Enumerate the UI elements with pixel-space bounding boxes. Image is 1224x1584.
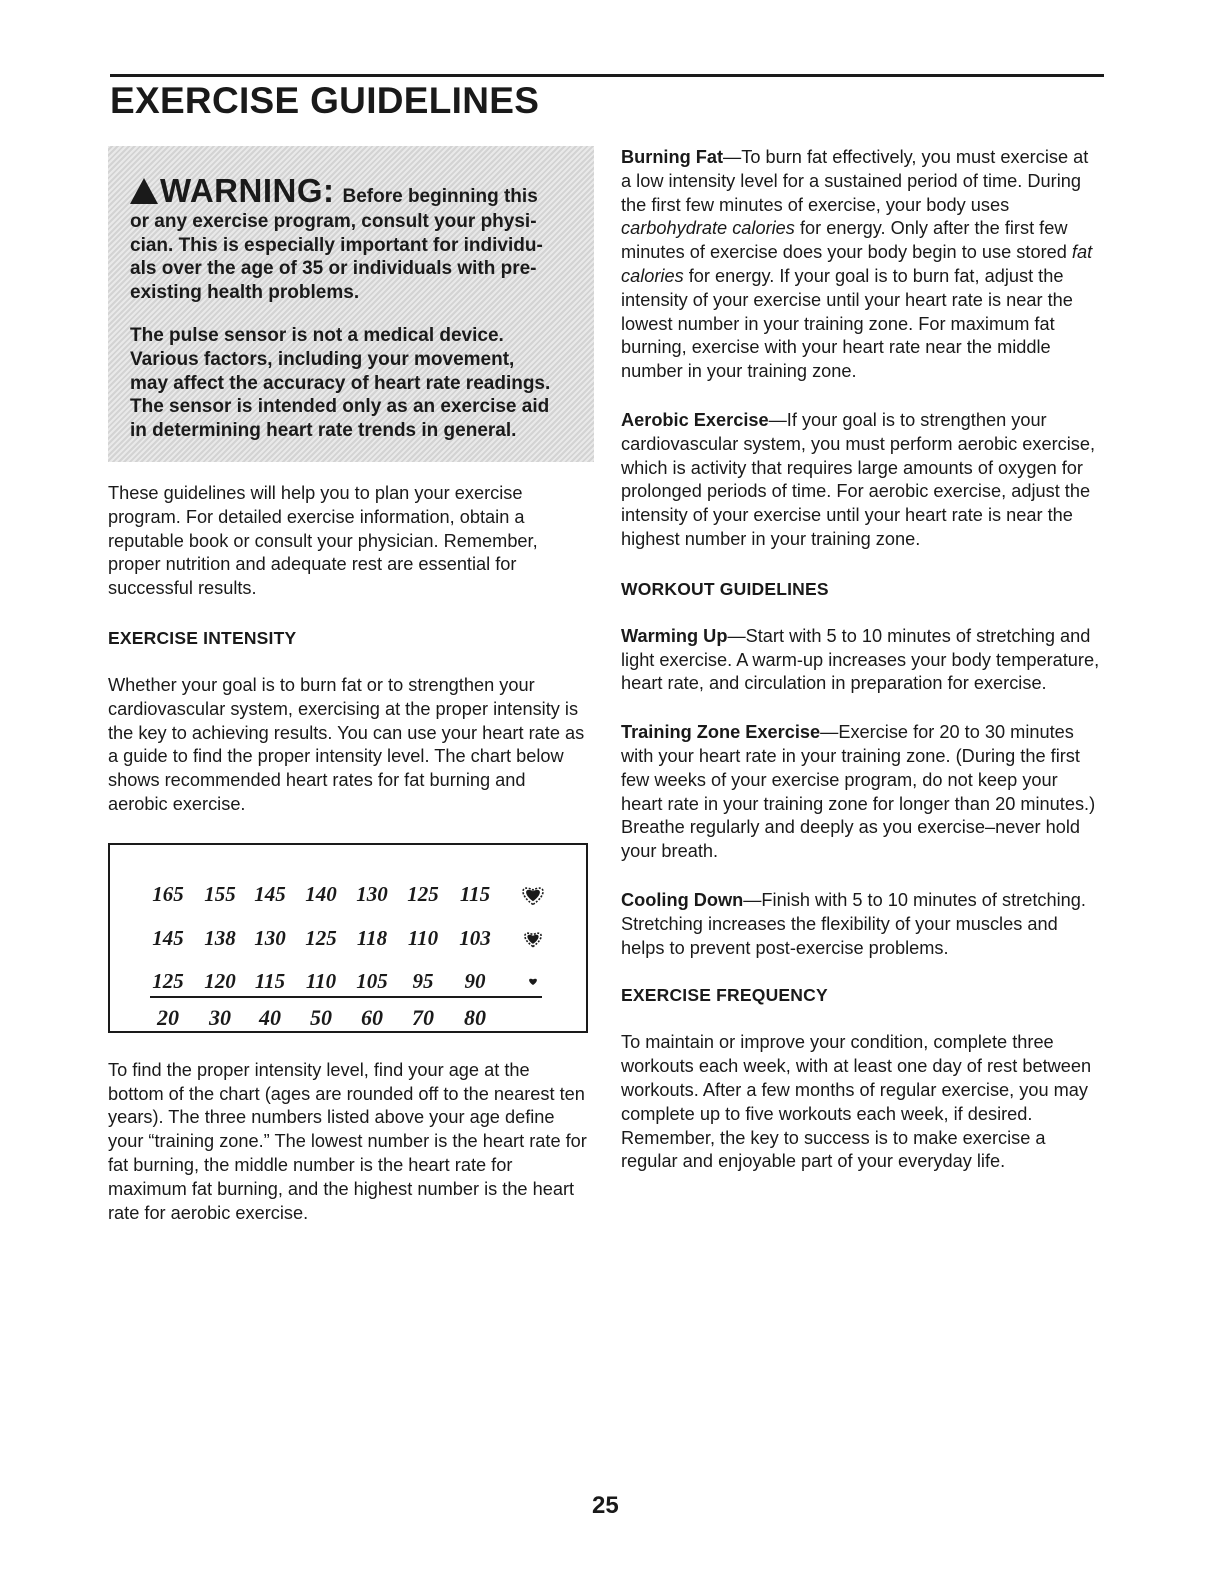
heart-rate-value: 165: [152, 881, 184, 906]
age-label: 50: [310, 1004, 332, 1030]
warming-up-text: —Start with 5 to 10 minutes of stretching and light exercise. A warm-up increases your body temperature, heart rate, and circulation in preparation for exercise.: [621, 625, 1100, 694]
exercise-intensity-heading: EXERCISE INTENSITY: [108, 627, 297, 648]
heart-rate-value: 115: [254, 968, 286, 993]
cooling-down-paragraph: [621, 889, 1101, 960]
intro-paragraph: These guidelines will help you to plan your exercise program. For detailed exercise information, obtain a reputable book or consult your physician. Remember, proper nutrition and adequate rest are essential for successful results.: [108, 483, 538, 599]
warming-up-label: Warming Up: [621, 625, 728, 646]
cooling-down-text: —Finish with 5 to 10 minutes of stretching. Stretching increases the flexibility of your muscles and helps to prevent post-exercise problems.: [621, 889, 1086, 958]
heart-rate-value: 125: [152, 968, 184, 993]
warning-word: WARNING:: [160, 172, 335, 209]
warning-line: als over the age of 35 or individuals with pre-: [130, 258, 537, 280]
top-rule: [110, 74, 1104, 77]
warning-line: may affect the accuracy of heart rate readings.: [130, 372, 551, 394]
heart-rate-value: 103: [459, 925, 491, 950]
exercise-frequency-paragraph: To maintain or improve your condition, complete three workouts each week, with at least one day of rest between workouts. After a few months of regular exercise, you may complete up to five workouts each week, if desired. Remember, the key to success is to make exercise a regular and enjoyable part of your everyday life.: [621, 1032, 1092, 1172]
warning-line: existing health problems.: [130, 281, 360, 303]
page-title: EXERCISE GUIDELINES: [110, 80, 540, 121]
heart-rate-value: 130: [254, 925, 286, 950]
heart-rate-value: 125: [305, 925, 337, 950]
warning-heading: [130, 172, 576, 210]
page-number: 25: [592, 1492, 619, 1519]
heart-rate-chart-svg: [110, 845, 586, 1031]
warning-text-2: [130, 324, 576, 442]
burning-fat-paragraph: [621, 146, 1101, 384]
age-label: 40: [259, 1004, 281, 1030]
burning-fat-text: for energy. Only after the first few minutes of exercise does your body begin to use stored: [621, 218, 1072, 263]
fat-calories-term: fat calories: [621, 242, 1093, 286]
age-label: 80: [464, 1004, 486, 1030]
warning-line: in determining heart rate trends in general.: [130, 419, 517, 441]
heart-rate-value: 145: [152, 925, 184, 950]
warning-line: The sensor is intended only as an exercise aid: [130, 396, 550, 418]
heart-rate-value: 145: [254, 881, 286, 906]
age-label: 60: [361, 1004, 383, 1030]
heart-rate-value: 110: [305, 968, 337, 993]
training-zone-explanation: To find the proper intensity level, find your age at the bottom of the chart (ages are rounded off to the nearest ten years). The three numbers listed above your age define your “training zone.” The lowest number is the heart rate for fat burning, the middle number is the heart rate for maximum fat burning, and the highest number is the heart rate for aerobic exercise.: [108, 1059, 587, 1223]
heart-rate-value: 140: [305, 881, 337, 906]
warning-line: or any exercise program, consult your physi-: [130, 211, 537, 232]
heart-rate-value: 105: [356, 968, 388, 993]
training-zone-label: Training Zone Exercise: [621, 722, 821, 743]
age-label: 70: [412, 1004, 434, 1030]
exercise-intensity-paragraph: Whether your goal is to burn fat or to strengthen your cardiovascular system, exercising at the proper intensity is the key to achieving results. You can use your heart rate as a guide to find the proper intensity level. The chart below shows recommended heart rates for fat burning and aerobic exercise.: [108, 674, 585, 814]
heart-rate-value: 125: [407, 881, 439, 906]
heart-rate-value: 138: [204, 925, 236, 950]
burning-fat-text: —To burn fat effectively, you must exercise at a low intensity level for a sustained period of time. During the first few minutes of exercise, your body uses: [621, 147, 1089, 215]
warming-up-paragraph: [621, 625, 1101, 696]
warning-line: The pulse sensor is not a medical device.: [130, 325, 504, 347]
small-heart-icon: [529, 978, 537, 984]
training-zone-text: —Exercise for 20 to 30 minutes with your heart rate in your training zone. (During the first few weeks of your exercise program, do not keep your heart rate in your training zone for longer than 20 minutes.) Breathe regularly and deeply as you exercise–never hold your breath.: [621, 722, 1096, 862]
age-label: 30: [209, 1004, 231, 1030]
heart-rate-value: 120: [204, 968, 236, 993]
warning-text-1: [130, 210, 576, 304]
medium-heart-icon: [525, 933, 541, 946]
warning-line: cian. This is especially important for individu-: [130, 234, 543, 256]
burning-fat-label: Burning Fat: [621, 147, 724, 167]
heart-rate-value: 95: [412, 968, 434, 993]
left-column: [108, 146, 588, 1225]
carbohydrate-calories-term: carbohydrate calories: [621, 218, 795, 239]
burning-fat-text: for energy. If your goal is to burn fat, adjust the intensity of your exercise until your heart rate is near the lowest number in your training zone. For maximum fat burning, exercise with your heart rate near the middle number in your training zone.: [621, 265, 1073, 382]
heart-rate-value: 130: [356, 881, 388, 906]
heart-rate-value: 155: [204, 881, 236, 906]
exercise-frequency-heading: EXERCISE FREQUENCY: [621, 985, 828, 1006]
warning-triangle-icon: [130, 178, 158, 204]
aerobic-exercise-text: —If your goal is to strengthen your cardiovascular system, you must perform aerobic exercise, which is activity that requires large amounts of oxygen for prolonged periods of time. For aerobic exercise, adjust the intensity of your exercise until your heart rate is near the highest number in your training zone.: [621, 409, 1096, 549]
heart-rate-value: 90: [464, 968, 486, 993]
warning-text-first: Before beginning this: [342, 186, 538, 207]
heart-rate-chart: [108, 843, 588, 1033]
heart-rate-value: 118: [356, 925, 388, 950]
right-column: [621, 146, 1101, 1174]
large-heart-icon: [523, 888, 543, 904]
aerobic-exercise-label: Aerobic Exercise: [621, 409, 769, 430]
age-label: 20: [157, 1004, 179, 1030]
warning-line: Various factors, including your movement,: [130, 348, 515, 370]
workout-guidelines-heading: WORKOUT GUIDELINES: [621, 578, 829, 599]
cooling-down-label: Cooling Down: [621, 889, 744, 910]
aerobic-exercise-paragraph: [621, 409, 1101, 552]
training-zone-paragraph: [621, 721, 1101, 864]
warning-box: [108, 146, 594, 462]
heart-rate-value: 110: [407, 925, 439, 950]
heart-rate-value: 115: [459, 881, 491, 906]
